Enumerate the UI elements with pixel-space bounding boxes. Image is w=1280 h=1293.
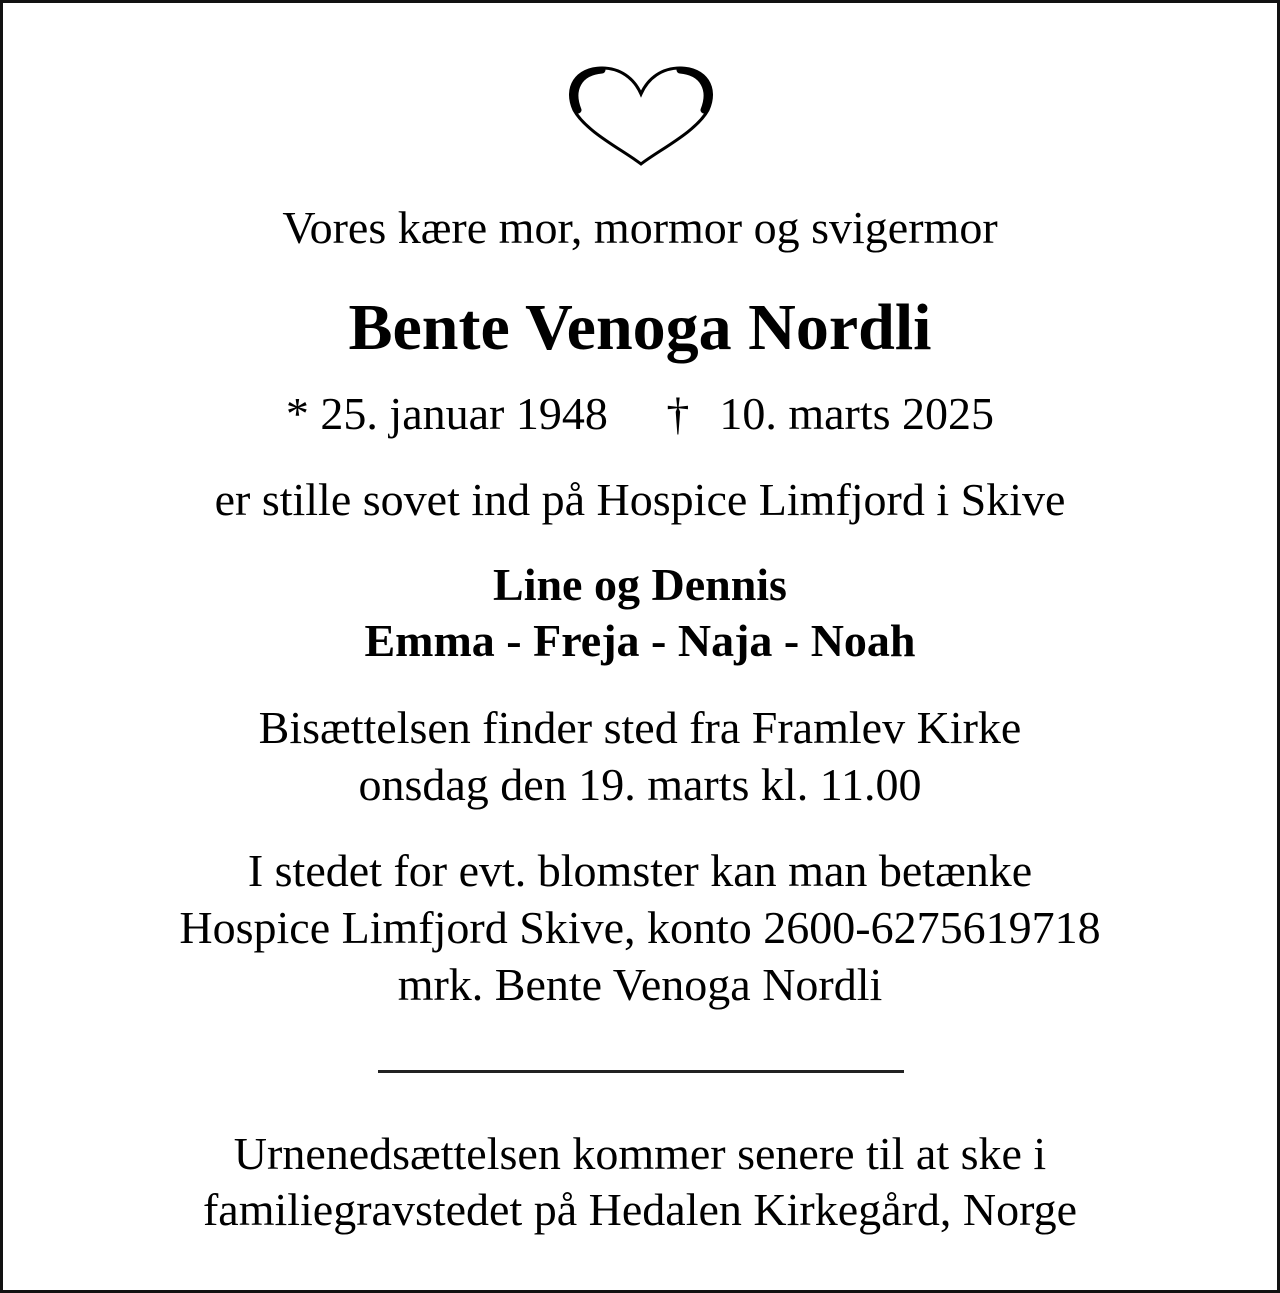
intro-text: Vores kære mor, mormor og svigermor (282, 202, 998, 253)
birth-star-icon: * (285, 388, 309, 439)
donation-line: mrk. Bente Venoga Nordli (397, 959, 883, 1010)
deceased-name: Bente Venoga Nordli (348, 291, 932, 364)
funeral-line: Bisættelsen finder sted fra Framlev Kirke (258, 702, 1022, 753)
donation-line: Hospice Limfjord Skive, konto 2600-6275619718 (179, 902, 1101, 953)
death-date: 10. marts 2025 (719, 388, 995, 439)
passed-text: er stille sovet ind på Hospice Limfjord i Skive (214, 474, 1066, 525)
urn-line: familiegravstedet på Hedalen Kirkegård, Norge (202, 1184, 1078, 1235)
urn-line: Urnenedsættelsen kommer senere til at ske i (233, 1128, 1047, 1179)
funeral-line: onsdag den 19. marts kl. 11.00 (358, 759, 922, 810)
donation-line: I stedet for evt. blomster kan man betænke (247, 845, 1033, 896)
heart-icon (568, 64, 714, 168)
birth-date: 25. januar 1948 (320, 388, 608, 439)
separator-rule (378, 1070, 904, 1073)
family-line: Line og Dennis (493, 559, 787, 610)
family-line: Emma - Freja - Naja - Noah (364, 615, 916, 666)
life-dates (0, 386, 1280, 442)
dagger-icon: † (666, 388, 690, 439)
